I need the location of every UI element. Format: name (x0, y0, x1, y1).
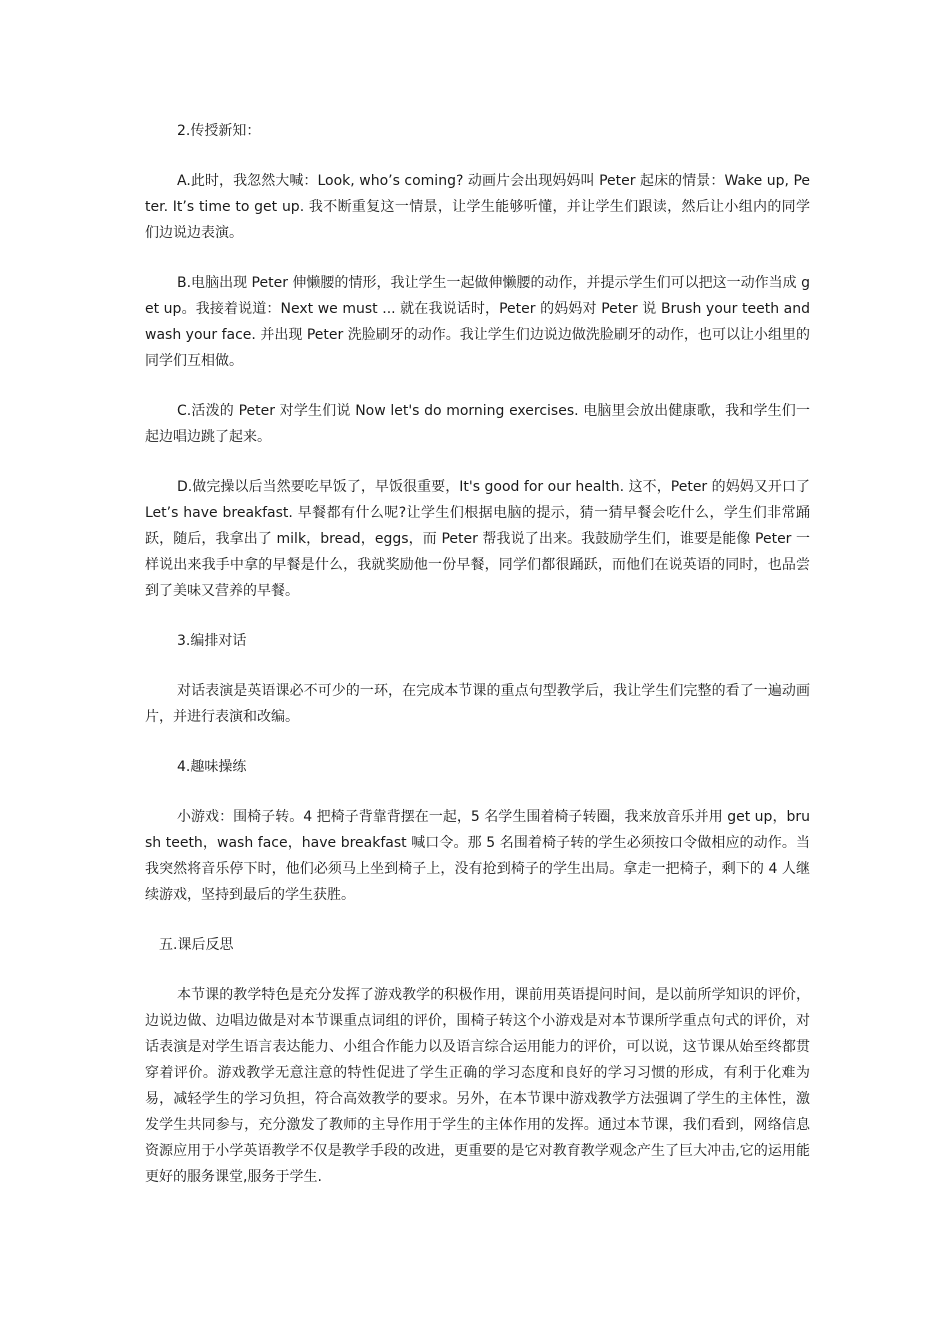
heading-reflection: 五.课后反思 (159, 937, 234, 953)
heading-dialogue: 3.编排对话 (177, 633, 247, 649)
spacer (145, 908, 810, 932)
paragraph-game: 小游戏：围椅子转。4 把椅子背靠背摆在一起，5 名学生围着椅子转圈，我来放音乐并用 get up，brush teeth，wash face，have breakfast 喊口令。那 5 名围着椅子转的学生必须按口令做相应的动作。当我突然将音乐停下时，他们必须马上坐到椅子上，没有抢到椅子的学生出局。拿走一把椅子，剩下的 4 人继续游戏，坚持到最后的学生获胜。 (145, 809, 810, 903)
paragraph-a: A.此时，我忽然大喊：Look, who’s coming? 动画片会出现妈妈叫 Peter 起床的情景：Wake up, Peter. It’s time to get up. 我不断重复这一情景，让学生能够听懂，并让学生们跟读，然后让小组内的同学们边说边表演。 (145, 173, 810, 241)
spacer (145, 780, 810, 804)
spacer (145, 144, 810, 168)
heading-teach-new: 2.传授新知： (177, 123, 261, 139)
spacer (145, 654, 810, 678)
spacer (145, 450, 810, 474)
paragraph-d: D.做完操以后当然要吃早饭了，早饭很重要，It's good for our health. 这不，Peter 的妈妈又开口了 Let’s have breakfast. 早餐都有什么呢?让学生们根据电脑的提示，猜一猜早餐会吃什么，学生们非常踊跃，随后，我拿出了 milk，bread，eggs，而 Peter 帮我说了出来。我鼓励学生们，谁要是能像 Peter 一样说出来我手中拿的早餐是什么，我就奖励他一份早餐，同学们都很踊跃，而他们在说英语的同时，也品尝到了美味又营养的早餐。 (145, 479, 810, 599)
spacer (145, 246, 810, 270)
paragraph-c: C.活泼的 Peter 对学生们说 Now let's do morning exercises. 电脑里会放出健康歌，我和学生们一起边唱边跳了起来。 (145, 403, 810, 445)
spacer (145, 958, 810, 982)
paragraph-dialogue: 对话表演是英语课必不可少的一环，在完成本节课的重点句型教学后，我让学生们完整的看了一遍动画片，并进行表演和改编。 (145, 683, 810, 725)
spacer (145, 374, 810, 398)
heading-practice: 4.趣味操练 (177, 759, 247, 775)
spacer (145, 604, 810, 628)
document-page (145, 118, 810, 1190)
paragraph-reflection: 本节课的教学特色是充分发挥了游戏教学的积极作用，课前用英语提问时间，是以前所学知识的评价，边说边做、边唱边做是对本节课重点词组的评价，围椅子转这个小游戏是对本节课所学重点句式的评价，对话表演是对学生语言表达能力、小组合作能力以及语言综合运用能力的评价，可以说，这节课从始至终都贯穿着评价。游戏教学无意注意的特性促进了学生正确的学习态度和良好的学习习惯的形成，有利于化难为易，减轻学生的学习负担，符合高效教学的要求。另外，在本节课中游戏教学方法强调了学生的主体性，激发学生共同参与，充分激发了教师的主导作用于学生的主体作用的发挥。通过本节课，我们看到，网络信息资源应用于小学英语教学不仅是教学手段的改进，更重要的是它对教育教学观念产生了巨大冲击,它的运用能更好的服务课堂,服务于学生. (145, 987, 810, 1185)
spacer (145, 730, 810, 754)
paragraph-b: B.电脑出现 Peter 伸懒腰的情形，我让学生一起做伸懒腰的动作，并提示学生们可以把这一动作当成 get up。我接着说道：Next we must ... 就在我说话时，Peter 的妈妈对 Peter 说 Brush your teeth and wash your face. 并出现 Peter 洗脸刷牙的动作。我让学生们边说边做洗脸刷牙的动作，也可以让小组里的同学们互相做。 (145, 275, 810, 369)
